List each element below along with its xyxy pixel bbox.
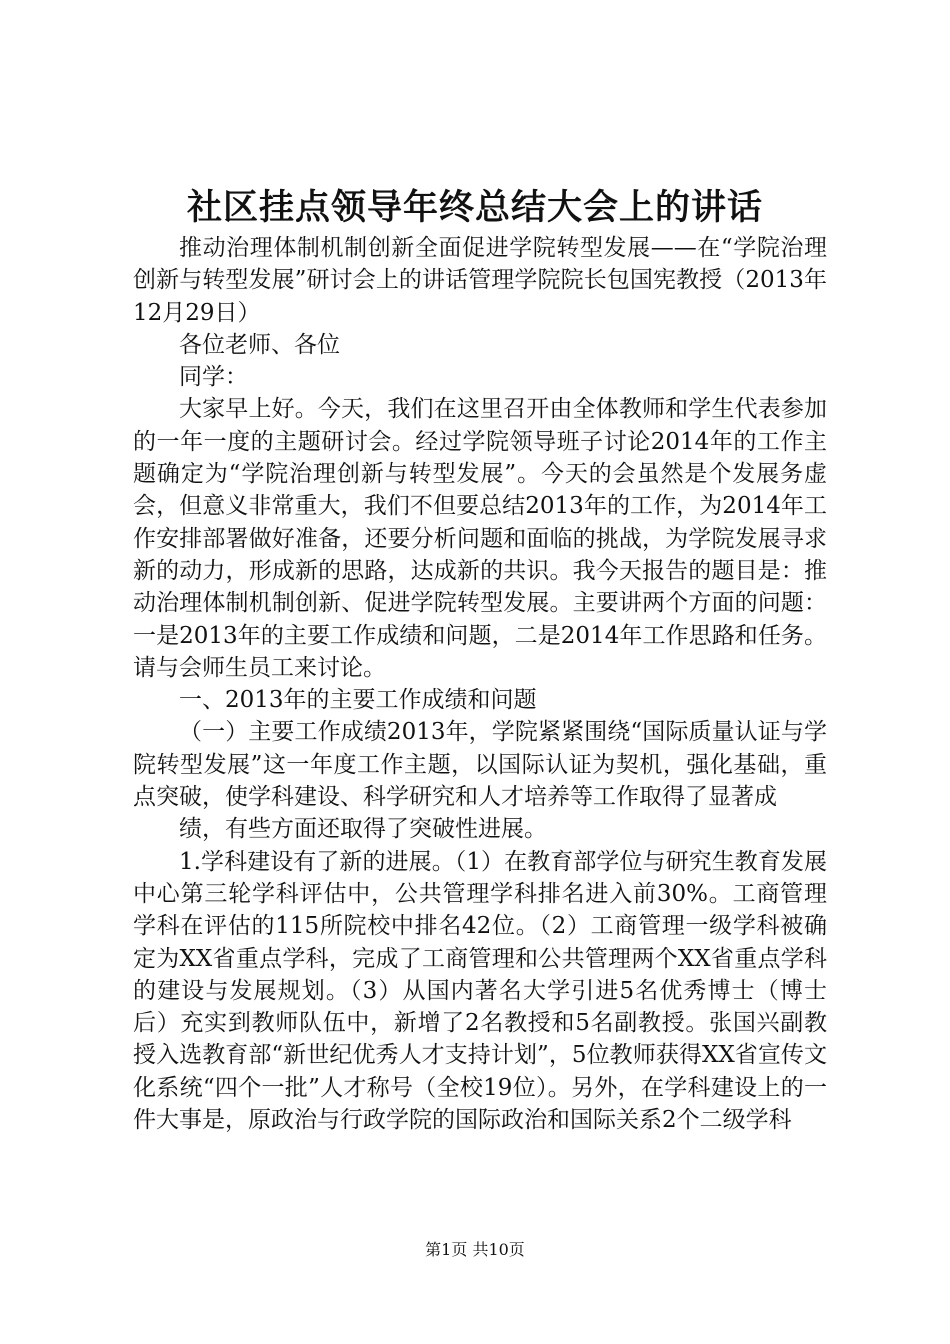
- paragraph-salutation-1: 各位老师、各位: [179, 331, 340, 358]
- paragraph-discipline: 1.学科建设有了新的进展。（1）在教育部学位与研究生教育发展中心第三轮学科评估中，公共管理学科排名进入前30%。工商管理学科在评估的115所院校中排名42位。（2）工商管理一级学科被确定为XX省重点学科，完成了工商管理和公共管理两个XX省重点学科的建设与发展规划。（3）从国内著名大学引进5名优秀博士（博士后）充实到教师队伍中，新增了2名教授和5名副教授。张国兴副教授入选教育部“新世纪优秀人才支持计划”，5位教师获得XX省宣传文化系统“四个一批”人才称号（全校19位）。另外，在学科建设上的一件大事是，原政治与行政学院的国际政治和国际关系2个二级学科: [133, 848, 827, 1134]
- page-number-footer: 第1页 共10页: [425, 1240, 525, 1259]
- document-body: [133, 232, 827, 1136]
- document-title: 社区挂点领导年终总结大会上的讲话: [186, 187, 763, 228]
- paragraph-subtitle: 推动治理体制机制创新全面促进学院转型发展——在“学院治理创新与转型发展”研讨会上的讲话管理学院院长包国宪教授（2013年12月29日）: [133, 235, 827, 326]
- paragraph-opening: 大家早上好。今天，我们在这里召开由全体教师和学生代表参加的一年一度的主题研讨会。经过学院领导班子讨论2014年的工作主题确定为“学院治理创新与转型发展”。今天的会虽然是个发展务虚会，但意义非常重大，我们不但要总结2013年的工作，为2014年工作安排部署做好准备，还要分析问题和面临的挑战，为学院发展寻求新的动力，形成新的思路，达成新的共识。我今天报告的题目是：推动治理体制机制创新、促进学院转型发展。主要讲两个方面的问题：一是2013年的主要工作成绩和问题，二是2014年工作思路和任务。请与会师生员工来讨论。: [133, 396, 827, 681]
- paragraph-achievements: （一）主要工作成绩2013年，学院紧紧围绕“国际质量认证与学院转型发展”这一年度工作主题，以国际认证为契机，强化基础，重点突破，使学科建设、科学研究和人才培养等工作取得了显著成: [133, 719, 827, 811]
- paragraph-achievements-cont: 绩，有些方面还取得了突破性进展。: [179, 816, 547, 843]
- paragraph-salutation-2: 同学：: [179, 364, 248, 391]
- paragraph-section-heading: 一、2013年的主要工作成绩和问题: [179, 687, 537, 714]
